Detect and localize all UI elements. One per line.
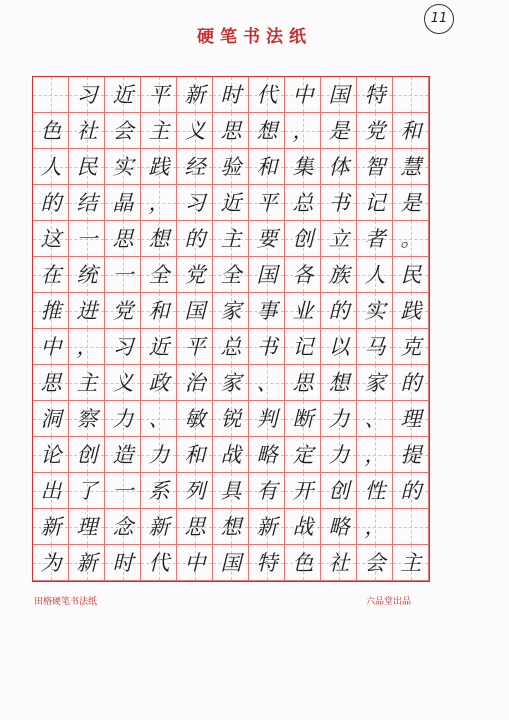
handwritten-char: 全 <box>148 263 170 287</box>
handwritten-char: 的 <box>40 191 62 215</box>
handwritten-char: 书 <box>328 191 350 215</box>
handwritten-char: 体 <box>328 155 350 179</box>
handwritten-char: 党 <box>112 299 134 323</box>
handwritten-char: 色 <box>40 119 62 143</box>
handwritten-char: 代 <box>148 551 170 575</box>
handwritten-char: 代 <box>256 83 278 107</box>
handwritten-char: 统 <box>76 263 98 287</box>
handwritten-char: 时 <box>112 551 134 575</box>
handwritten-char: 的 <box>400 371 422 395</box>
handwritten-char: 特 <box>364 83 386 107</box>
handwritten-char: 判 <box>256 407 278 431</box>
handwritten-char: 和 <box>400 119 422 143</box>
handwritten-char: 新 <box>256 515 278 539</box>
handwritten-char: 族 <box>328 263 350 287</box>
handwritten-char: 集 <box>292 155 314 179</box>
handwritten-char: 创 <box>328 479 350 503</box>
handwritten-char: 、 <box>364 407 386 431</box>
handwritten-char: 略 <box>328 515 350 539</box>
handwritten-char: 了 <box>76 479 98 503</box>
handwritten-char: 列 <box>184 479 206 503</box>
tian-grid <box>32 76 430 582</box>
handwritten-char: ， <box>364 515 386 539</box>
handwritten-char: 和 <box>256 155 278 179</box>
handwritten-char: 力 <box>328 407 350 431</box>
handwritten-char: 思 <box>292 371 314 395</box>
handwritten-char: 新 <box>184 83 206 107</box>
handwritten-char: 政 <box>148 371 170 395</box>
handwritten-char: 主 <box>400 551 422 575</box>
handwritten-char: 想 <box>220 515 242 539</box>
handwritten-char: 国 <box>184 299 206 323</box>
handwritten-char: 新 <box>40 515 62 539</box>
handwritten-char: 结 <box>76 191 98 215</box>
handwritten-char: 全 <box>220 263 242 287</box>
handwritten-char: 性 <box>364 479 386 503</box>
handwritten-char: 的 <box>328 299 350 323</box>
handwritten-char: 系 <box>148 479 170 503</box>
handwritten-char: 思 <box>40 371 62 395</box>
handwritten-char: 各 <box>292 263 314 287</box>
handwritten-char: 家 <box>220 299 242 323</box>
handwritten-char: 力 <box>148 443 170 467</box>
handwritten-char: 想 <box>328 371 350 395</box>
handwritten-char: 立 <box>328 227 350 251</box>
handwritten-char: 记 <box>292 335 314 359</box>
handwritten-char: 晶 <box>112 191 134 215</box>
handwritten-char: 进 <box>76 299 98 323</box>
handwritten-char: ， <box>148 191 170 215</box>
handwritten-char: 平 <box>256 191 278 215</box>
handwritten-char: 义 <box>184 119 206 143</box>
handwritten-char: 略 <box>256 443 278 467</box>
handwritten-char: 具 <box>220 479 242 503</box>
handwritten-char: 特 <box>256 551 278 575</box>
handwritten-char: 在 <box>40 263 62 287</box>
handwritten-char: 国 <box>220 551 242 575</box>
handwritten-char: 新 <box>148 515 170 539</box>
handwritten-char: 经 <box>184 155 206 179</box>
handwritten-char: 近 <box>112 83 134 107</box>
handwritten-char: 主 <box>76 371 98 395</box>
handwritten-char: 治 <box>184 371 206 395</box>
handwritten-char: 会 <box>112 119 134 143</box>
handwritten-char: 以 <box>328 335 350 359</box>
handwritten-char: 、 <box>256 371 278 395</box>
handwritten-char: 主 <box>148 119 170 143</box>
handwritten-char: 敏 <box>184 407 206 431</box>
handwritten-char: 锐 <box>220 407 242 431</box>
handwritten-char: 战 <box>220 443 242 467</box>
handwritten-char: 思 <box>112 227 134 251</box>
handwritten-char: 出 <box>40 479 62 503</box>
handwritten-char: 总 <box>292 191 314 215</box>
handwritten-char: 党 <box>364 119 386 143</box>
handwritten-char: 论 <box>40 443 62 467</box>
handwritten-char: 想 <box>148 227 170 251</box>
grid-cell <box>33 77 69 113</box>
handwritten-char: 克 <box>400 335 422 359</box>
handwritten-char: 时 <box>220 83 242 107</box>
handwritten-char: 力 <box>112 407 134 431</box>
handwritten-char: 习 <box>76 83 98 107</box>
handwritten-char: 、 <box>148 407 170 431</box>
handwritten-char: 记 <box>364 191 386 215</box>
handwritten-char: 平 <box>148 83 170 107</box>
handwritten-char: 念 <box>112 515 134 539</box>
handwritten-char: 验 <box>220 155 242 179</box>
handwritten-char: 思 <box>184 515 206 539</box>
handwritten-char: 主 <box>220 227 242 251</box>
handwritten-char: 的 <box>400 479 422 503</box>
handwritten-char: 提 <box>400 443 422 467</box>
handwritten-char: 中 <box>184 551 206 575</box>
handwritten-char: 践 <box>148 155 170 179</box>
page-number: 11 <box>424 4 454 34</box>
handwritten-char: 造 <box>112 443 134 467</box>
handwritten-char: 家 <box>364 371 386 395</box>
handwritten-char: 推 <box>40 299 62 323</box>
handwritten-char: 一 <box>76 227 98 251</box>
handwritten-char: 是 <box>400 191 422 215</box>
handwritten-char: 书 <box>256 335 278 359</box>
handwritten-char: 察 <box>76 407 98 431</box>
handwritten-char: 为 <box>40 551 62 575</box>
sheet-title: 硬笔书法纸 <box>197 27 312 47</box>
handwritten-char: 近 <box>220 191 242 215</box>
handwritten-char: 定 <box>292 443 314 467</box>
handwritten-char: ， <box>292 119 314 143</box>
handwritten-char: 开 <box>292 479 314 503</box>
handwritten-char: 和 <box>184 443 206 467</box>
handwritten-char: 国 <box>328 83 350 107</box>
handwritten-char: 有 <box>256 479 278 503</box>
handwritten-char: 实 <box>364 299 386 323</box>
handwritten-char: 要 <box>256 227 278 251</box>
handwritten-char: 社 <box>76 119 98 143</box>
handwritten-char: 理 <box>76 515 98 539</box>
handwritten-char: 中 <box>292 83 314 107</box>
handwritten-char: 义 <box>112 371 134 395</box>
handwritten-char: 业 <box>292 299 314 323</box>
handwritten-char: 者 <box>364 227 386 251</box>
handwritten-char: 近 <box>148 335 170 359</box>
grid-cell <box>393 509 429 545</box>
grid-cell <box>393 77 429 113</box>
handwritten-char: 一 <box>112 479 134 503</box>
handwritten-char: 民 <box>76 155 98 179</box>
handwritten-char: 事 <box>256 299 278 323</box>
handwritten-char: 会 <box>364 551 386 575</box>
handwritten-char: 战 <box>292 515 314 539</box>
handwritten-char: 人 <box>40 155 62 179</box>
handwritten-char: 党 <box>184 263 206 287</box>
handwritten-char: 想 <box>256 119 278 143</box>
handwritten-char: 践 <box>400 299 422 323</box>
handwritten-char: 习 <box>112 335 134 359</box>
handwritten-char: 和 <box>148 299 170 323</box>
handwritten-char: 家 <box>220 371 242 395</box>
handwritten-char: ， <box>76 335 98 359</box>
handwritten-char: 创 <box>292 227 314 251</box>
handwritten-char: 中 <box>40 335 62 359</box>
handwritten-char: 的 <box>184 227 206 251</box>
handwritten-char: 。 <box>400 227 422 251</box>
handwritten-char: 智 <box>364 155 386 179</box>
handwritten-char: 马 <box>364 335 386 359</box>
handwritten-char: 洞 <box>40 407 62 431</box>
handwritten-char: ， <box>364 443 386 467</box>
handwritten-char: 断 <box>292 407 314 431</box>
handwritten-char: 色 <box>292 551 314 575</box>
footer-publisher: 六品堂出品 <box>366 597 412 607</box>
footer-paper-type: 田格硬笔书法纸 <box>34 597 98 607</box>
handwritten-char: 理 <box>400 407 422 431</box>
handwritten-char: 创 <box>76 443 98 467</box>
handwritten-char: 社 <box>328 551 350 575</box>
handwritten-char: 总 <box>220 335 242 359</box>
handwritten-char: 这 <box>40 227 62 251</box>
handwritten-char: 慧 <box>400 155 422 179</box>
handwritten-char: 力 <box>328 443 350 467</box>
handwritten-char: 国 <box>256 263 278 287</box>
handwritten-char: 思 <box>220 119 242 143</box>
handwritten-char: 新 <box>76 551 98 575</box>
handwritten-char: 实 <box>112 155 134 179</box>
handwritten-char: 是 <box>328 119 350 143</box>
handwritten-char: 人 <box>364 263 386 287</box>
handwritten-char: 平 <box>184 335 206 359</box>
handwritten-char: 习 <box>184 191 206 215</box>
handwritten-char: 一 <box>112 263 134 287</box>
handwritten-char: 民 <box>400 263 422 287</box>
